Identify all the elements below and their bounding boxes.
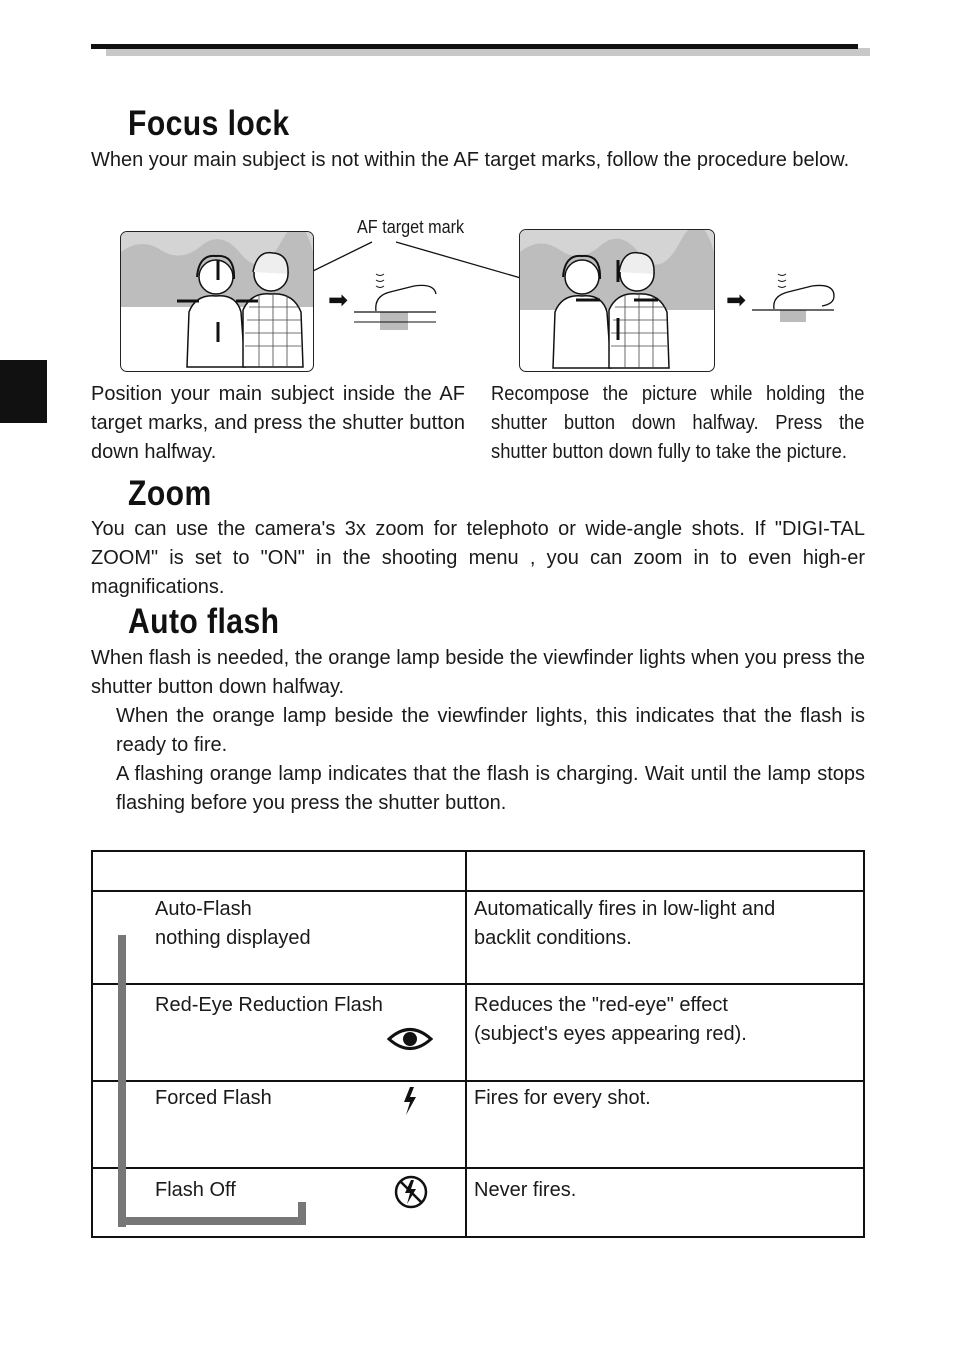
row-forced-flash-mode: Forced Flash xyxy=(155,1087,272,1109)
flash-off-icon xyxy=(393,1174,429,1210)
focus-lock-intro: When your main subject is not within the AF target marks, follow the procedure below. xyxy=(91,149,850,171)
mode-cycle-bracket-bottom xyxy=(118,1217,306,1225)
zoom-body: You can use the camera's 3x zoom for telephoto or wide-angle shots. If "DIGI-TAL ZOOM" is set to "ON" in the shooting menu , you can zoom in to even high-er magnifications. xyxy=(91,518,865,598)
row-red-eye-desc: Reduces the "red-eye" effect xyxy=(474,994,728,1016)
arrow-right-icon: ➡ xyxy=(328,287,349,314)
auto-flash-title: Auto flash xyxy=(128,602,280,641)
focus-lock-title: Focus lock xyxy=(128,104,290,143)
arrow-right-icon-2: ➡ xyxy=(726,287,747,314)
table-header-divider xyxy=(93,890,863,892)
photo-recomposed xyxy=(519,229,715,372)
flash-mode-table xyxy=(91,850,865,1238)
photo-subject-centered xyxy=(120,231,314,372)
flash-bolt-icon xyxy=(401,1086,419,1116)
row-auto-flash-desc-2: backlit conditions. xyxy=(474,927,632,949)
auto-flash-bullet-ready: When the orange lamp beside the viewfinder lights, this indicates that the flash is ready to fire. xyxy=(116,705,865,756)
row-auto-flash-desc: Automatically fires in low-light and xyxy=(474,898,776,920)
row-auto-flash-mode: Auto-Flash xyxy=(155,898,252,920)
table-row-divider xyxy=(93,983,863,985)
table-row-divider xyxy=(93,1167,863,1169)
af-target-mark-label: AF target mark xyxy=(357,217,465,237)
row-red-eye-mode: Red-Eye Reduction Flash xyxy=(155,994,383,1016)
auto-flash-body: When flash is needed, the orange lamp beside the viewfinder lights when you press the shutter button down halfway. xyxy=(91,647,865,698)
focus-lock-step2-caption: Recompose the picture while holding the shutter button down halfway. Press the shutter button down fully to take the picture. xyxy=(491,383,865,463)
half-press-finger-icon xyxy=(354,268,440,332)
row-flash-off-desc: Never fires. xyxy=(474,1179,577,1201)
auto-flash-bullet-charging: A flashing orange lamp indicates that the flash is charging. Wait until the lamp stops flashing before you press the shutter button. xyxy=(116,763,865,814)
zoom-title: Zoom xyxy=(128,474,212,513)
focus-lock-step1-caption: Position your main subject inside the AF target marks, and press the shutter button down halfway. xyxy=(91,383,465,463)
red-eye-icon xyxy=(387,1024,433,1054)
row-forced-flash-desc: Fires for every shot. xyxy=(474,1087,651,1109)
mode-cycle-bracket-end xyxy=(298,1202,306,1225)
row-auto-flash-note: nothing displayed xyxy=(155,927,311,949)
mode-cycle-bracket xyxy=(118,935,126,1227)
table-row-divider xyxy=(93,1080,863,1082)
full-press-finger-icon xyxy=(752,268,838,324)
row-flash-off-mode: Flash Off xyxy=(155,1179,236,1201)
table-column-divider xyxy=(465,852,467,1236)
row-red-eye-desc-2: (subject's eyes appearing red). xyxy=(474,1023,747,1045)
